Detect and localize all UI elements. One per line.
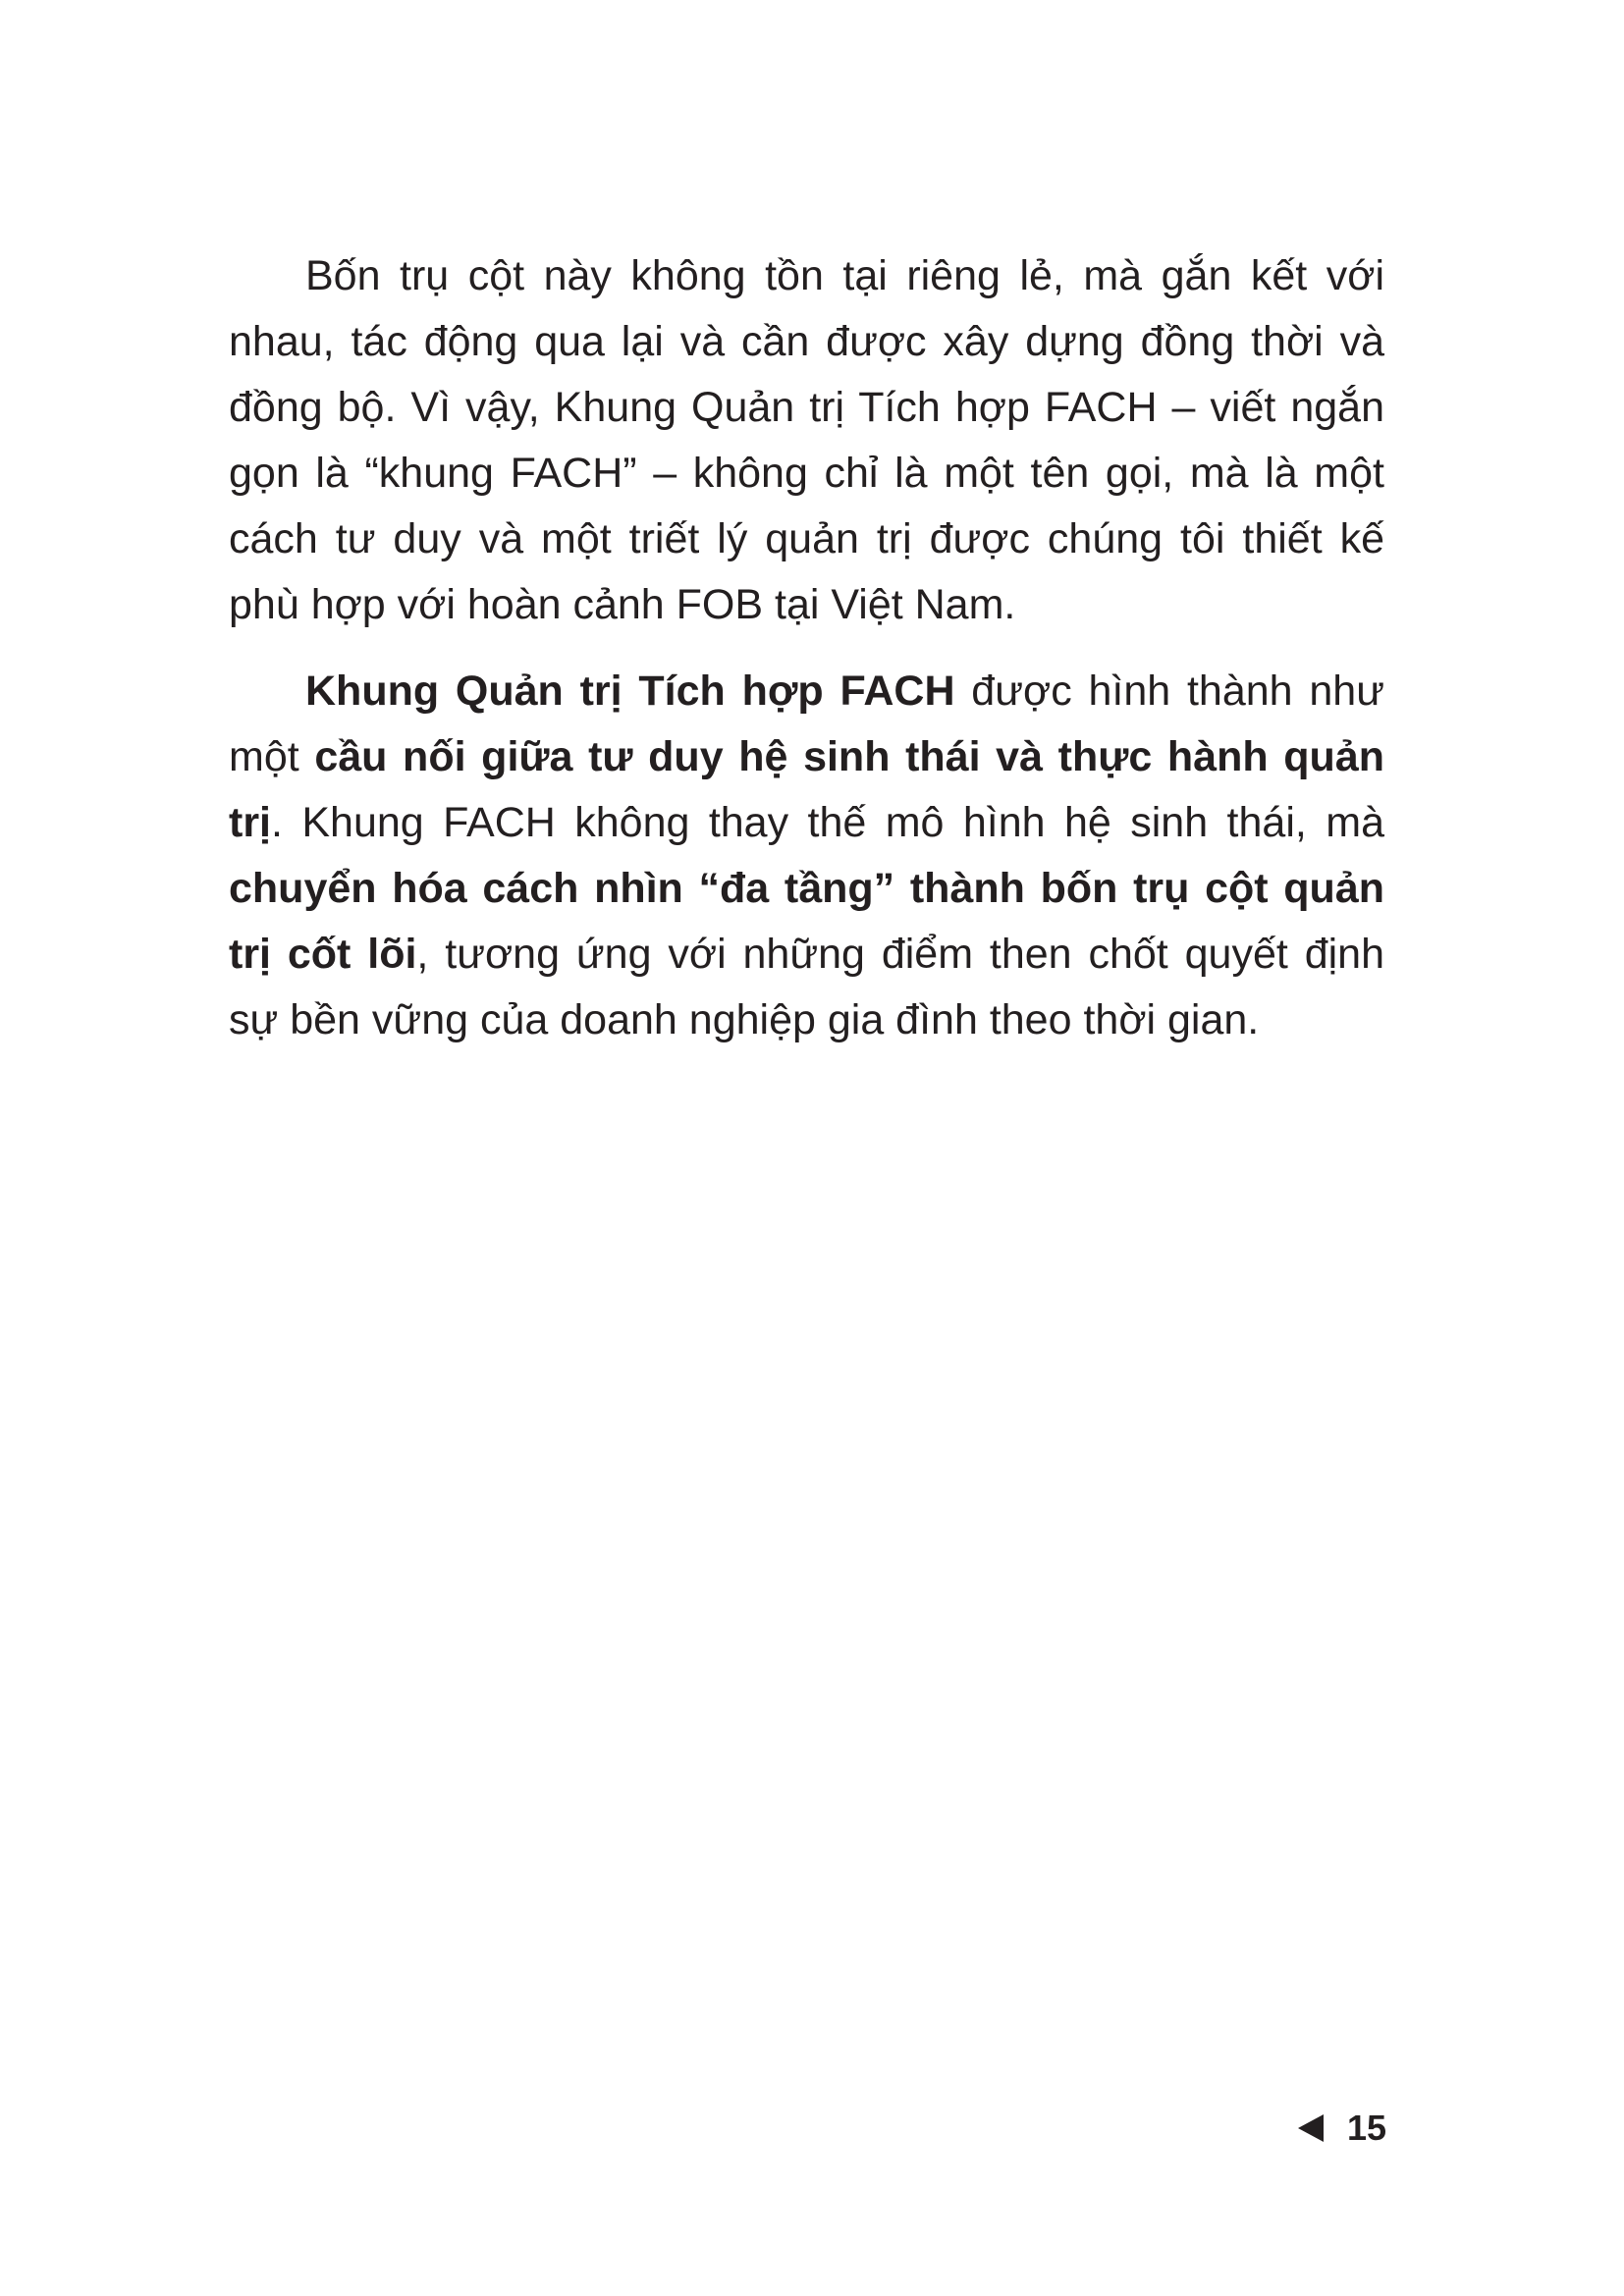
text-line: đồng bộ. Vì vậy, Khung Quản trị Tích hợp FACH – viết ngắn [229, 384, 1384, 431]
bold-phrase: chuyển hóa cách nhìn “đa tầng” thành bốn trụ cột quản [229, 865, 1384, 912]
bold-phrase: trị [229, 799, 271, 846]
text-line: phù hợp với hoàn cảnh FOB tại Việt Nam. [229, 581, 1016, 628]
text-run: , tương ứng với những điểm then chốt quyết định [416, 931, 1384, 978]
text-line: nhau, tác động qua lại và cần được xây dựng đồng thời và [229, 318, 1384, 365]
text-line [229, 856, 1384, 922]
page-number: 15 [1347, 2108, 1387, 2148]
paragraph-2 [229, 659, 1384, 1053]
text-run: được hình thành như [954, 667, 1384, 715]
text-run: . Khung FACH không thay thế mô hình hệ sinh thái, mà [271, 799, 1384, 846]
text-line [229, 922, 1384, 988]
bold-phrase: Khung Quản trị Tích hợp FACH [305, 667, 955, 715]
text-line: Bốn trụ cột này không tồn tại riêng lẻ, mà gắn kết với [305, 252, 1384, 299]
text-line [229, 659, 1384, 724]
page-footer [1298, 2107, 1396, 2150]
bold-phrase: trị cốt lõi [229, 931, 417, 978]
text-line: gọn là “khung FACH” – không chỉ là một tên gọi, mà là một [229, 450, 1384, 497]
text-line: cách tư duy và một triết lý quản trị được chúng tôi thiết kế [229, 515, 1384, 562]
paragraph-1 [229, 243, 1384, 638]
text-line [229, 724, 1384, 790]
left-triangle-icon [1298, 2114, 1324, 2142]
text-line: sự bền vững của doanh nghiệp gia đình theo thời gian. [229, 996, 1260, 1043]
bold-phrase: cầu nối giữa tư duy hệ sinh thái và thực hành quản [314, 733, 1384, 780]
text-line [229, 790, 1384, 856]
text-run: một [229, 733, 315, 780]
